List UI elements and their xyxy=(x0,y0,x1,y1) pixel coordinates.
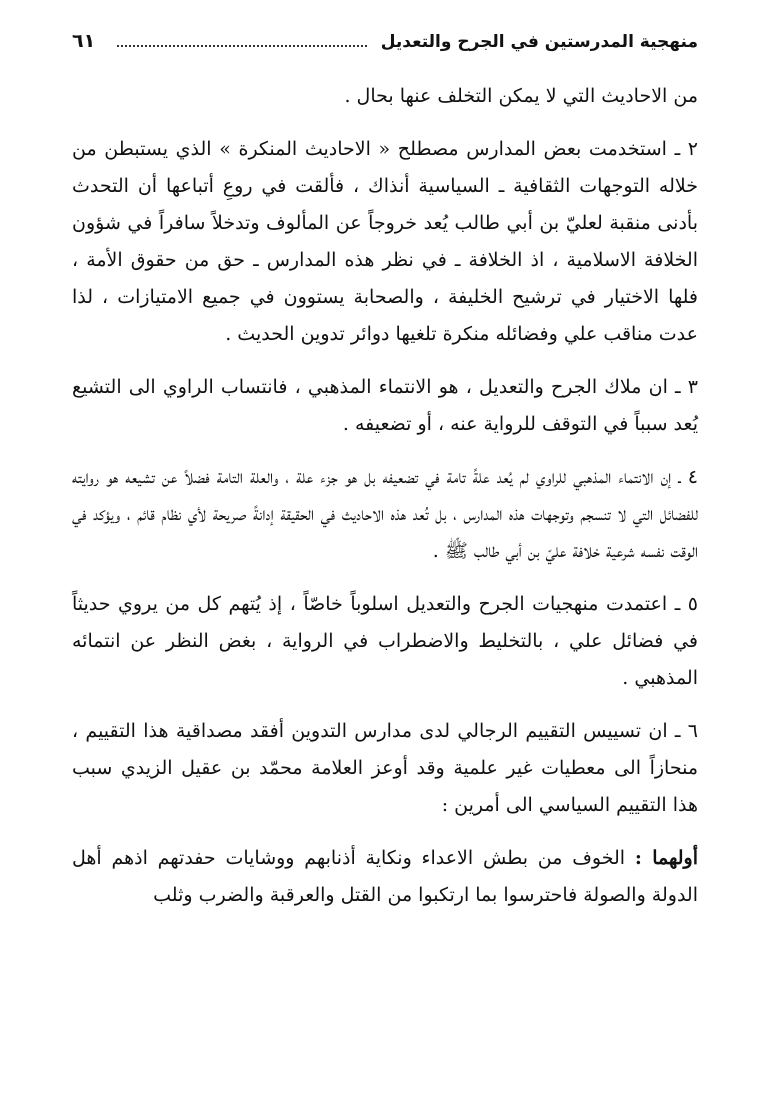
dot-leader xyxy=(117,44,367,47)
paragraph-point-6: ٦ ـ ان تسييس التقييم الرجالي لدى مدارس التدوين أفقد مصداقية هذا التقييم ، منحازاً الى معطيات غير علمية وقد أوعز العلامة محمّد بن عقيل الزيدي سبب هذا التقييم السياسي الى أمرين : xyxy=(72,720,698,816)
paragraph-point-5: ٥ ـ اعتمدت منهجيات الجرح والتعديل اسلوباً خاصّاً ، إذ يُتهم كل من يروي حديثاً في فضائل علي ، بالتخليط والاضطراب في الرواية ، بغض النظر عن انتمائه المذهبي . xyxy=(72,593,698,689)
running-title: منهجية المدرستين في الجرح والتعديل xyxy=(380,32,698,52)
page-number: ٦١ xyxy=(72,30,96,52)
paragraph-point-2: ٢ ـ استخدمت بعض المدارس مصطلح « الاحاديث المنكرة » الذي يستبطن من خلاله التوجهات الثقافية ـ السياسية أنذاك ، فألقت في روعِ أتباعها أن التحدث بأدنى منقبة لعليّ بن أبي طالب يُعد خروجاً عن المألوف وتدخلاً سافراً في شؤون الخلافة الاسلامية ، اذ الخلافة ـ في نظر هذه المدارس ـ حق من حقوق الأمة ، فلها الاختيار في ترشيح الخليفة ، والصحابة يستوون في جميع الامتيازات ، لذا عدت مناقب علي وفضائله منكرة تلغيها دوائر تدوين الحديث . xyxy=(72,138,698,345)
body-text xyxy=(72,78,698,914)
running-header xyxy=(72,30,698,66)
document-page xyxy=(72,30,698,930)
paragraph-continuation: من الاحاديث التي لا يمكن التخلف عنها بحال . xyxy=(344,85,698,107)
paragraph-point-3: ٣ ـ ان ملاك الجرح والتعديل ، هو الانتماء المذهبي ، فانتساب الراوي الى التشيع يُعد سبباً في التوقف للرواية عنه ، أو تضعيفه . xyxy=(72,376,698,435)
first-reason-text: الخوف من بطش الاعداء ونكاية أذنابهم ووشايات حفدتهم اذهم أهل الدولة والصولة فاحترسوا بما ارتكبوا من القتل والعرقبة والضرب وثلب xyxy=(72,847,698,906)
paragraph-first-reason xyxy=(72,840,698,914)
first-reason-label: أولهما : xyxy=(634,847,698,869)
paragraph-point-4: ٤ ـ إن الانتماء المذهبي للراوي لم يُعد علةً تامة في تضعيفه بل هو جزء علة ، والعلة التامة فضلاً عن تشيعه هو روايته للفضائل التي لا تنسجم وتوجهات هذه المدارس ، بل تُعد هذه الاحاديث في الحقيقة إدانةً صريحة لأي نظام قائم ، ويؤكد في الوقت نفسه شرعية خلافة عليّ بن أبي طالب ﷺ . xyxy=(72,466,698,562)
